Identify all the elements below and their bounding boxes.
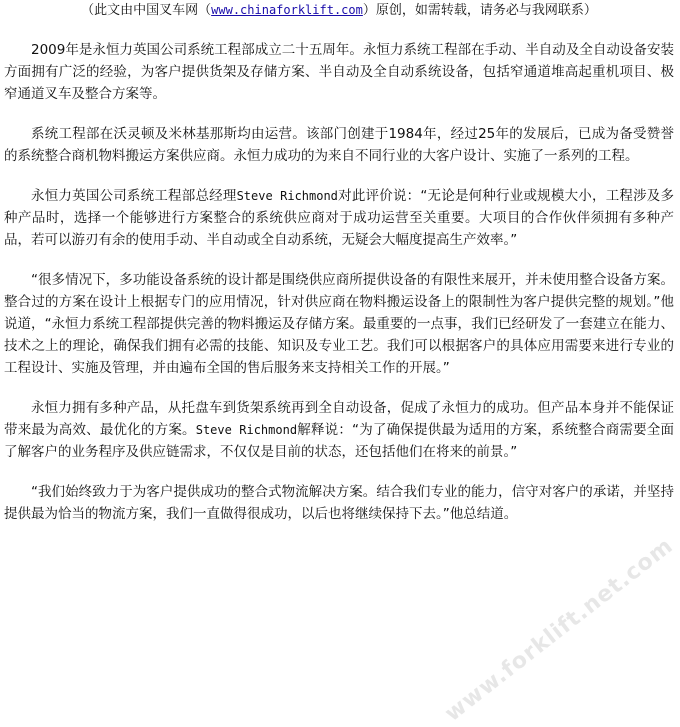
site-watermark: www.forklift.net.com bbox=[440, 533, 678, 727]
products-quote: 解释说：“为了确保提供最为适用的方案，系统整合商需要全面了解客户的业务程序及供应链需求，不仅仅是目前的状态，还包括他们在将来的前景。” bbox=[4, 422, 674, 460]
paragraph-integration: “很多情况下，多功能设备系统的设计都是围绕供应商所提供设备的有限性来展开，并未使用整合设备方案。整合过的方案在设计上根据专门的应用情况，针对供应商在物料搬运设备上的限制性为客户提供完整的规划。”他说道，“永恒力系统工程部提供完善的物料搬运及存储方案。最重要的一点事，我们已经研发了一套建立在能力、技术之上的理论，确保我们拥有必需的技能、知识及专业工艺。我们可以根据客户的具体应用需要来进行专业的工程设计、实施及管理，并由遍布全国的售后服务来支持相关工作的开展。” bbox=[4, 272, 674, 376]
person-name: Steve Richmond bbox=[195, 423, 298, 437]
copyright-notice bbox=[4, 0, 674, 24]
paragraph-products bbox=[4, 397, 674, 463]
notice-suffix: ）原创，如需转载，请务必与我网联系） bbox=[362, 3, 597, 18]
paragraph-manager-quote bbox=[4, 185, 674, 251]
paragraph-anniversary: 2009年是永恒力英国公司系统工程部成立二十五周年。永恒力系统工程部在手动、半自动及全自动设备安装方面拥有广泛的经验，为客户提供货架及存储方案、半自动及全自动系统设备，包括窄通道堆高起重机项目、极窄通道叉车及整合方案等。 bbox=[4, 42, 674, 102]
products-intro: 永恒力拥有多种产品，从托盘车到货架系统再到全自动设备，促成了永恒力的成功。但产品本身并不能保证带来最为高效、最优化的方案。 bbox=[4, 400, 674, 438]
person-name: Steve Richmond bbox=[236, 189, 338, 203]
paragraph-history: 系统工程部在沃灵顿及米林基那斯均由运营。该部门创建于1984年，经过25年的发展后，已成为备受赞誉的系统整合商机物料搬运方案供应商。永恒力成功的为来自不同行业的大客户设计、实施了一系列的工程。 bbox=[4, 126, 674, 164]
quote-intro: 永恒力英国公司系统工程部总经理 bbox=[31, 188, 237, 204]
paragraph-conclusion: “我们始终致力于为客户提供成功的整合式物流解决方案。结合我们专业的能力，信守对客户的承诺，并坚持提供最为恰当的物流方案，我们一直做得很成功，以后也将继续保持下去。”他总结道。 bbox=[4, 484, 674, 522]
notice-prefix: （此文由中国叉车网（ bbox=[81, 3, 212, 18]
source-link[interactable]: www.chinaforklift.com bbox=[211, 3, 363, 17]
quote-body: 对此评价说：“无论是何种行业或规模大小，工程涉及多种产品时，选择一个能够进行方案整合的系统供应商对于成功运营至关重要。大项目的合作伙伴须拥有多种产品，若可以游刃有余的使用手动、半自动或全自动系统，无疑会大幅度提高生产效率。” bbox=[4, 188, 675, 248]
